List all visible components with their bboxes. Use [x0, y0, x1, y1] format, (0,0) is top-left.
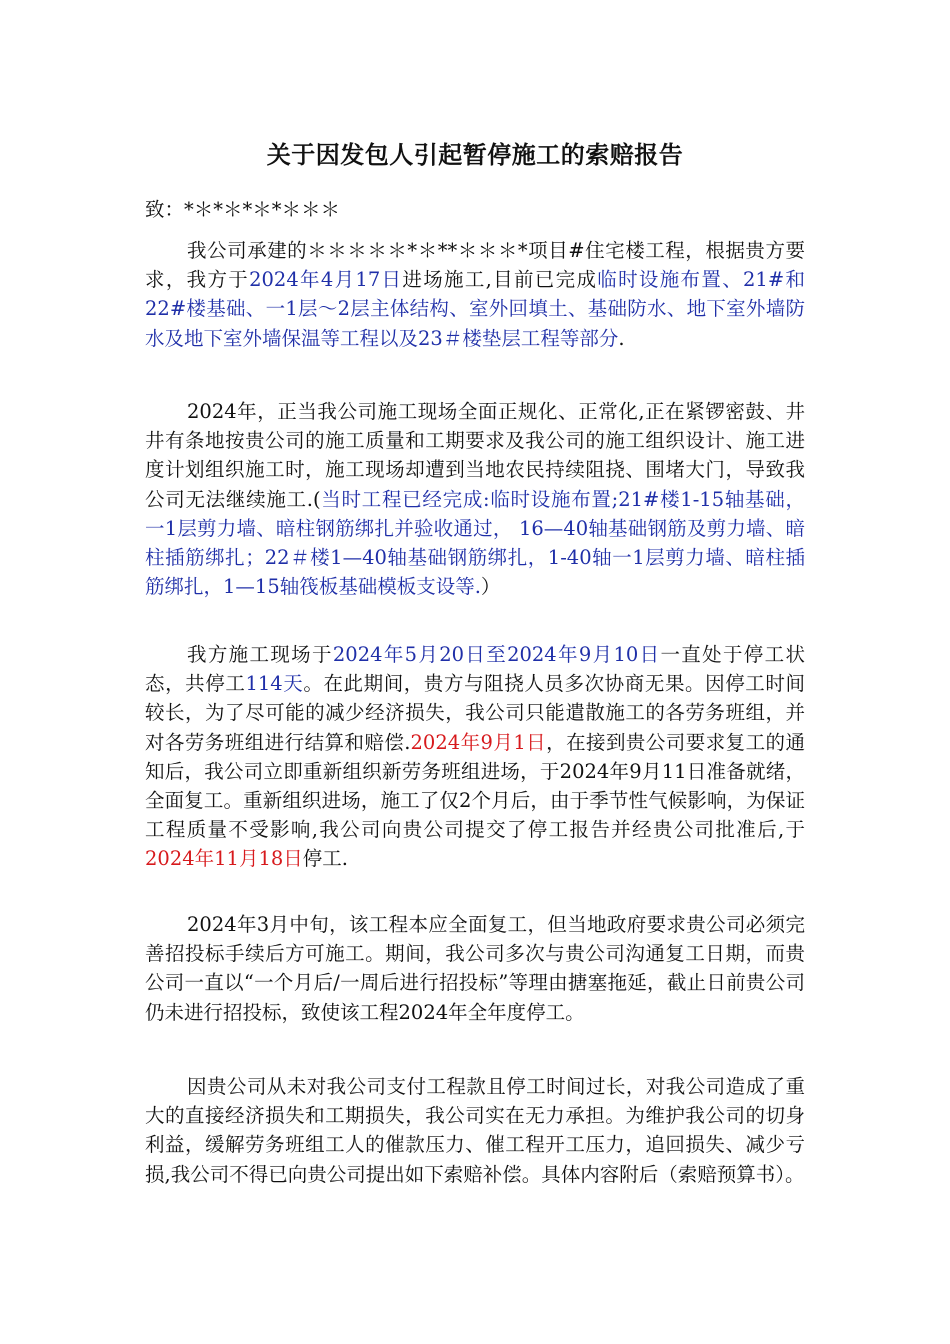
highlight-date-range: 2024年5月20日至2024年9月10日: [332, 643, 661, 666]
highlight-date-red: 2024年9月1日: [410, 730, 547, 754]
text-segment: ）: [480, 575, 501, 599]
paragraph-1: [145, 236, 805, 353]
text-segment: 2024年，正当我公司施工现场全面正规化、正常化,正在紧锣密鼓、井井有条地按贵公司的施工质量和工期要求及我公司的施工组织设计、施工进度计划组织施工时，施工现场却遭到当地农民持续阻挠、围堵大门，导致我公司无法继续施工.(: [145, 400, 805, 511]
text-segment: 。在此期间，贵方与阻挠人员多次协商无果。因停工时间较长，为了尽可能的减少经济损失，我公司只能遣散施工的各劳务班组，并对各劳务班组进行结算和赔偿.: [145, 672, 805, 754]
text-segment: 我方施工现场于: [187, 643, 333, 666]
highlight-date: 2024年4月17日: [249, 268, 403, 292]
highlight-completed-work: 临时设施布置、21#和22#楼基础、一1层～2层主体结构、室外回填土、基础防水、地下室外墙防水及地下室外墙保温等工程以及23＃楼垫层工程等部分: [145, 268, 805, 350]
document-title: 关于因发包人引起暂停施工的索赔报告: [266, 140, 684, 169]
paragraph-2: [145, 397, 805, 601]
text-segment: 一直处于停工状态，共停工: [145, 643, 805, 696]
text-segment: .: [618, 326, 625, 350]
text-segment: ，在接到贵公司要求复工的通知后，我公司立即重新组织新劳务班组进场，于2024年9月11日准备就绪，全面复工。重新组织进场，施工了仅2个月后，由于季节性气候影响，为保证工程质量不受影响,我公司向贵公司提交了停工报告并经贵公司批准后,于: [145, 730, 805, 842]
paragraph-4: 2024年3月中旬，该工程本应全面复工，但当地政府要求贵公司必须完善招投标手续后方可施工。期间，我公司多次与贵公司沟通复工日期，而贵公司一直以“一个月后/一周后进行招投标”等理由搪塞拖延，截止日前贵公司仍未进行招投标，致使该工程2024年全年度停工。: [145, 913, 805, 1024]
paragraph-3: [145, 640, 805, 874]
text-segment: 进场施工,目前已完成: [402, 268, 598, 292]
salutation: 致：*＊*＊*＊*＊＊＊: [145, 198, 341, 221]
paragraph-5: 因贵公司从未对我公司支付工程款且停工时间过长，对我公司造成了重大的直接经济损失和工期损失，我公司实在无力承担。为维护我公司的切身利益，缓解劳务班组工人的催款压力、催工程开工压力，追回损失、减少亏损,我公司不得已向贵公司提出如下索赔补偿。具体内容附后（索赔预算书）。: [145, 1075, 805, 1186]
text-segment: 停工.: [302, 847, 348, 871]
highlight-date-red: 2024年11月18日: [145, 847, 303, 871]
highlight-completed-work: 当时工程已经完成:临时设施布置;21#楼1-15轴基础， 一1层剪力墙、暗柱钢筋绑扎并验收通过， 16—40轴基础钢筋及剪力墙、暗柱插筋绑扎；22＃楼1—40轴基础钢筋绑扎，1-40轴一1层剪力墙、暗柱插筋绑扎，1—15轴筏板基础模板支设等.: [145, 487, 805, 599]
text-segment: 我公司承建的＊＊＊＊＊*＊**＊＊＊*项目#住宅楼工程，根据贵方要求，我方于: [145, 239, 805, 292]
highlight-duration: 114天: [245, 672, 304, 696]
